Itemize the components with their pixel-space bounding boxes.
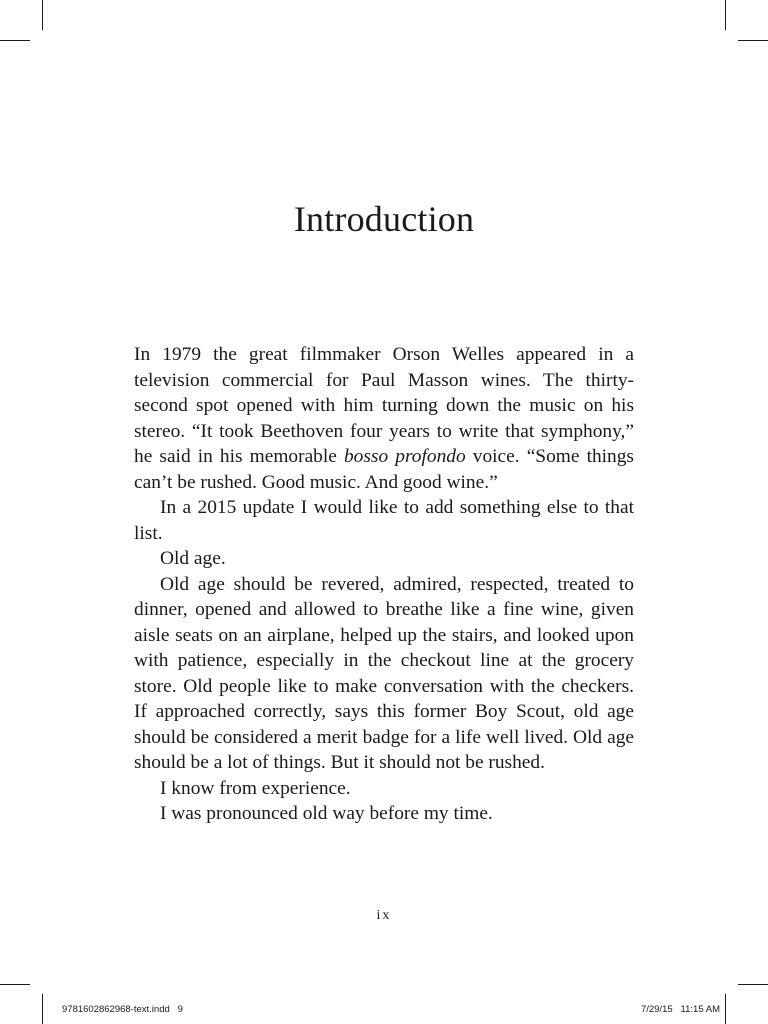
body-text <box>134 342 634 827</box>
crop-mark-top-right <box>725 0 726 30</box>
slug-file-name: 9781602862968-text.indd 9 <box>62 1004 183 1015</box>
paragraph-5: I know from experience. <box>160 777 351 799</box>
crop-mark-top-right-h <box>738 40 768 41</box>
paragraph-6: I was pronounced old way before my time. <box>160 803 493 824</box>
page-title: Introduction <box>293 199 475 239</box>
crop-mark-top-left <box>42 0 43 30</box>
paragraph-1-end: voice. “Some things can’t be rushed. Good music. And good wine.” <box>134 446 634 493</box>
crop-mark-bottom-left <box>42 994 43 1024</box>
crop-mark-bottom-right <box>725 994 726 1024</box>
paragraph-2: In a 2015 update I would like to add something else to that list. <box>134 497 634 544</box>
paragraph-1-italic: bosso profondo <box>343 446 466 467</box>
paragraph-4: Old age should be revered, admired, respected, treated to dinner, opened and allowed to breathe like a fine wine, given aisle seats on an airplane, helped up the stairs, and looked upon with patience, especially in the checkout line at the grocery store. Old people like to make conversation with the checkers. If approached correctly, says this former Boy Scout, old age should be considered a merit badge for a life well lived. Old age should be a lot of things. But it should not be rushed. <box>134 573 634 773</box>
page-number: ix <box>376 908 392 923</box>
crop-mark-top-left-h <box>0 40 30 41</box>
paragraph-1-start: In 1979 the great filmmaker Orson Welles appeared in a television commercial for Paul Masson wines. The thirty-second spot opened with him turning down the music on his stereo. “It took Beethoven four years to write that symphony,” he said in his memorable <box>134 344 634 467</box>
paragraph-3: Old age. <box>160 548 226 569</box>
crop-mark-bottom-left-h <box>0 984 30 985</box>
crop-mark-bottom-right-h <box>738 984 768 985</box>
paragraph-1 <box>134 342 634 495</box>
slug-timestamp: 7/29/15 11:15 AM <box>640 1004 720 1015</box>
